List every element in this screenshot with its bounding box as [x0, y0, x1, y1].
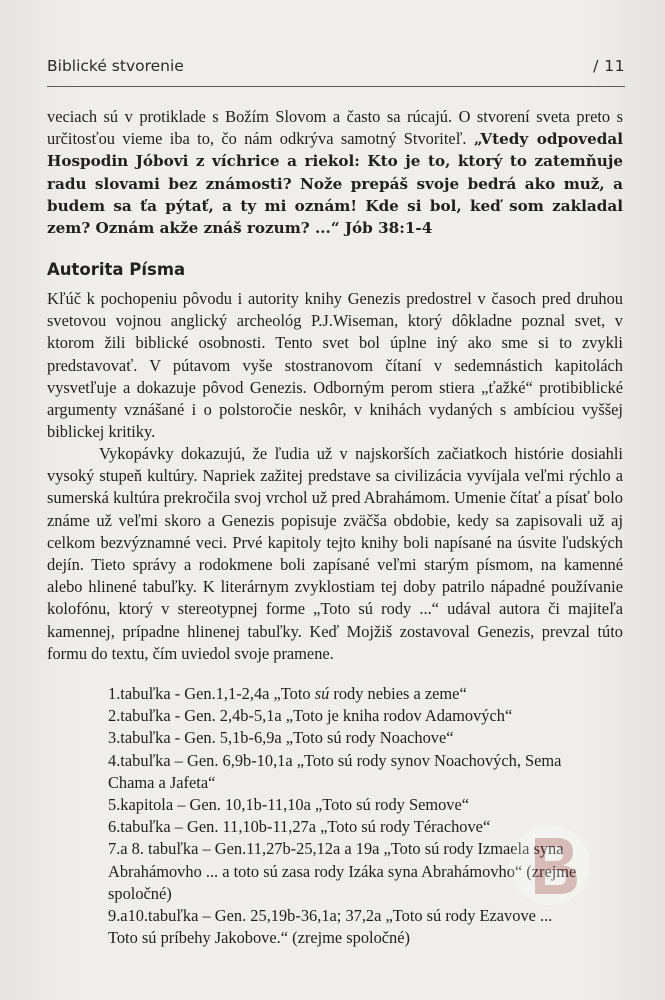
list-item-text: 7.a 8. tabuľka – Gen.11,27b-25,12a a 19a „Toto sú rody Izmaela syna — [108, 839, 564, 859]
list-item-text: 3.tabuľka - Gen. 5,1b-6,9a „Toto sú rody Noachove“ — [108, 728, 454, 748]
list-item-text: 6.tabuľka – Gen. 11,10b-11,27a „Toto sú rody Térachove“ — [108, 817, 491, 837]
list-item — [108, 905, 623, 949]
running-header — [47, 57, 625, 83]
tablet-list — [108, 683, 623, 949]
paragraph-intro-text: veciach sú v protiklade s Božím Slovom a často sa rúcajú. O stvorení sveta preto s určitosťou vieme iba to, čo nám odkrýva samotný Stvoriteľ. — [47, 107, 623, 149]
list-item — [108, 727, 623, 749]
list-item — [108, 816, 623, 838]
list-item-text: 5.kapitola – Gen. 10,1b-11,10a „Toto sú rody Semove“ — [108, 795, 470, 815]
list-item-text: 4.tabuľka – Gen. 6,9b-10,1a „Toto sú rody synov Noachových, Sema — [108, 750, 562, 770]
section-heading: Autorita Písma — [47, 260, 186, 279]
page-number: / 11 — [593, 57, 625, 75]
list-item-continuation: Toto sú príbehy Jakobove.“ (zrejme spoločné) — [108, 928, 410, 948]
paragraph-excavations: Vykopávky dokazujú, že ľudia už v najskorších začiatkoch histórie dosiahli vysoký stupeň kultúry. Napriek zažitej predstave sa civilizácia vyvíjala veľmi rýchlo a sumerská kultúra prekročila svoj vrchol už pred Abrahámom. Umenie čítať a písať bolo známe už veľmi skoro a Genezis popisuje zväčša obdobie, kedy sa zapisovali už aj celkom bezvýznamné veci. Prvé kapitoly tejto knihy boli napísané na úsvite ľudských dejín. Tieto správy a rodokmene boli zapísané veľmi starým písmom, na kamenné alebo hlinené tabuľky. K literárnym zvyklostiam tej doby patrilo nápadné používanie kolofónu, ktorý v stereotypnej forme „Toto sú rody ...“ udával autora či majiteľa kamennej, prípadne hlinenej tabuľky. Keď Mojžiš zostavoval Genezis, prevzal túto formu do textu, čím uviedol svoje pramene. — [47, 444, 623, 663]
list-item — [108, 683, 623, 705]
list-item — [108, 838, 623, 905]
paragraph-wiseman: Kľúč k pochopeniu pôvodu i autority knihy Genezis predostrel v časoch pred druhou svetovou vojnou anglický archeológ P.J.Wiseman, ktorý dôkladne poznal svet, v ktorom žili biblické osobnosti. Tento svet bol úplne iný ako sme si to zvykli predstavovať. V pútavom vyše stostranovom čítaní v sedemnástich kapitolách vysvetľuje a dokazuje pôvod Genezis. Odborným perom stiera „ťažké“ protibiblické argumenty vznášané i o polstoročie neskôr, v knihách vydaných s ambíciou vyššej biblickej kritiky. — [47, 289, 623, 442]
list-item-emphasis: sú — [314, 684, 330, 703]
list-item — [108, 750, 623, 794]
list-item-text: 2.tabuľka - Gen. 2,4b-5,1a „Toto je kniha rodov Adamových“ — [108, 706, 513, 726]
job-quote: „Vtedy odpovedal Hospodin Jóbovi z víchrice a riekol: Kto je to, ktorý to zatemňuje radu slovami bez známosti? Nože prepáš svoje bedrá ako muž, a budem sa ťa pýtať, a ty mi oznám! Kde si bol, keď som zakladal zem? Oznám akže znáš rozum? ...“ Jób 38:1-4 — [47, 130, 623, 238]
list-item-continuation: Abrahámovho ... a toto sú zasa rody Izáka syna Abrahámovho“ (zrejme spoločné) — [108, 861, 577, 903]
paragraph-intro — [47, 106, 623, 239]
list-item-continuation: Chama a Jafeta“ — [108, 772, 216, 792]
list-item — [108, 705, 623, 727]
list-item-text: 9.a10.tabuľka – Gen. 25,19b-36,1a; 37,2a „Toto sú rody Ezavove ... — [108, 906, 553, 926]
list-item-text: 1.tabuľka - Gen.1,1-2,4a „Toto — [108, 684, 315, 703]
header-divider — [47, 86, 625, 87]
running-header-title: Biblické stvorenie — [47, 57, 184, 75]
list-item — [108, 794, 623, 816]
list-item-text: rody nebies a zeme“ — [329, 684, 467, 703]
